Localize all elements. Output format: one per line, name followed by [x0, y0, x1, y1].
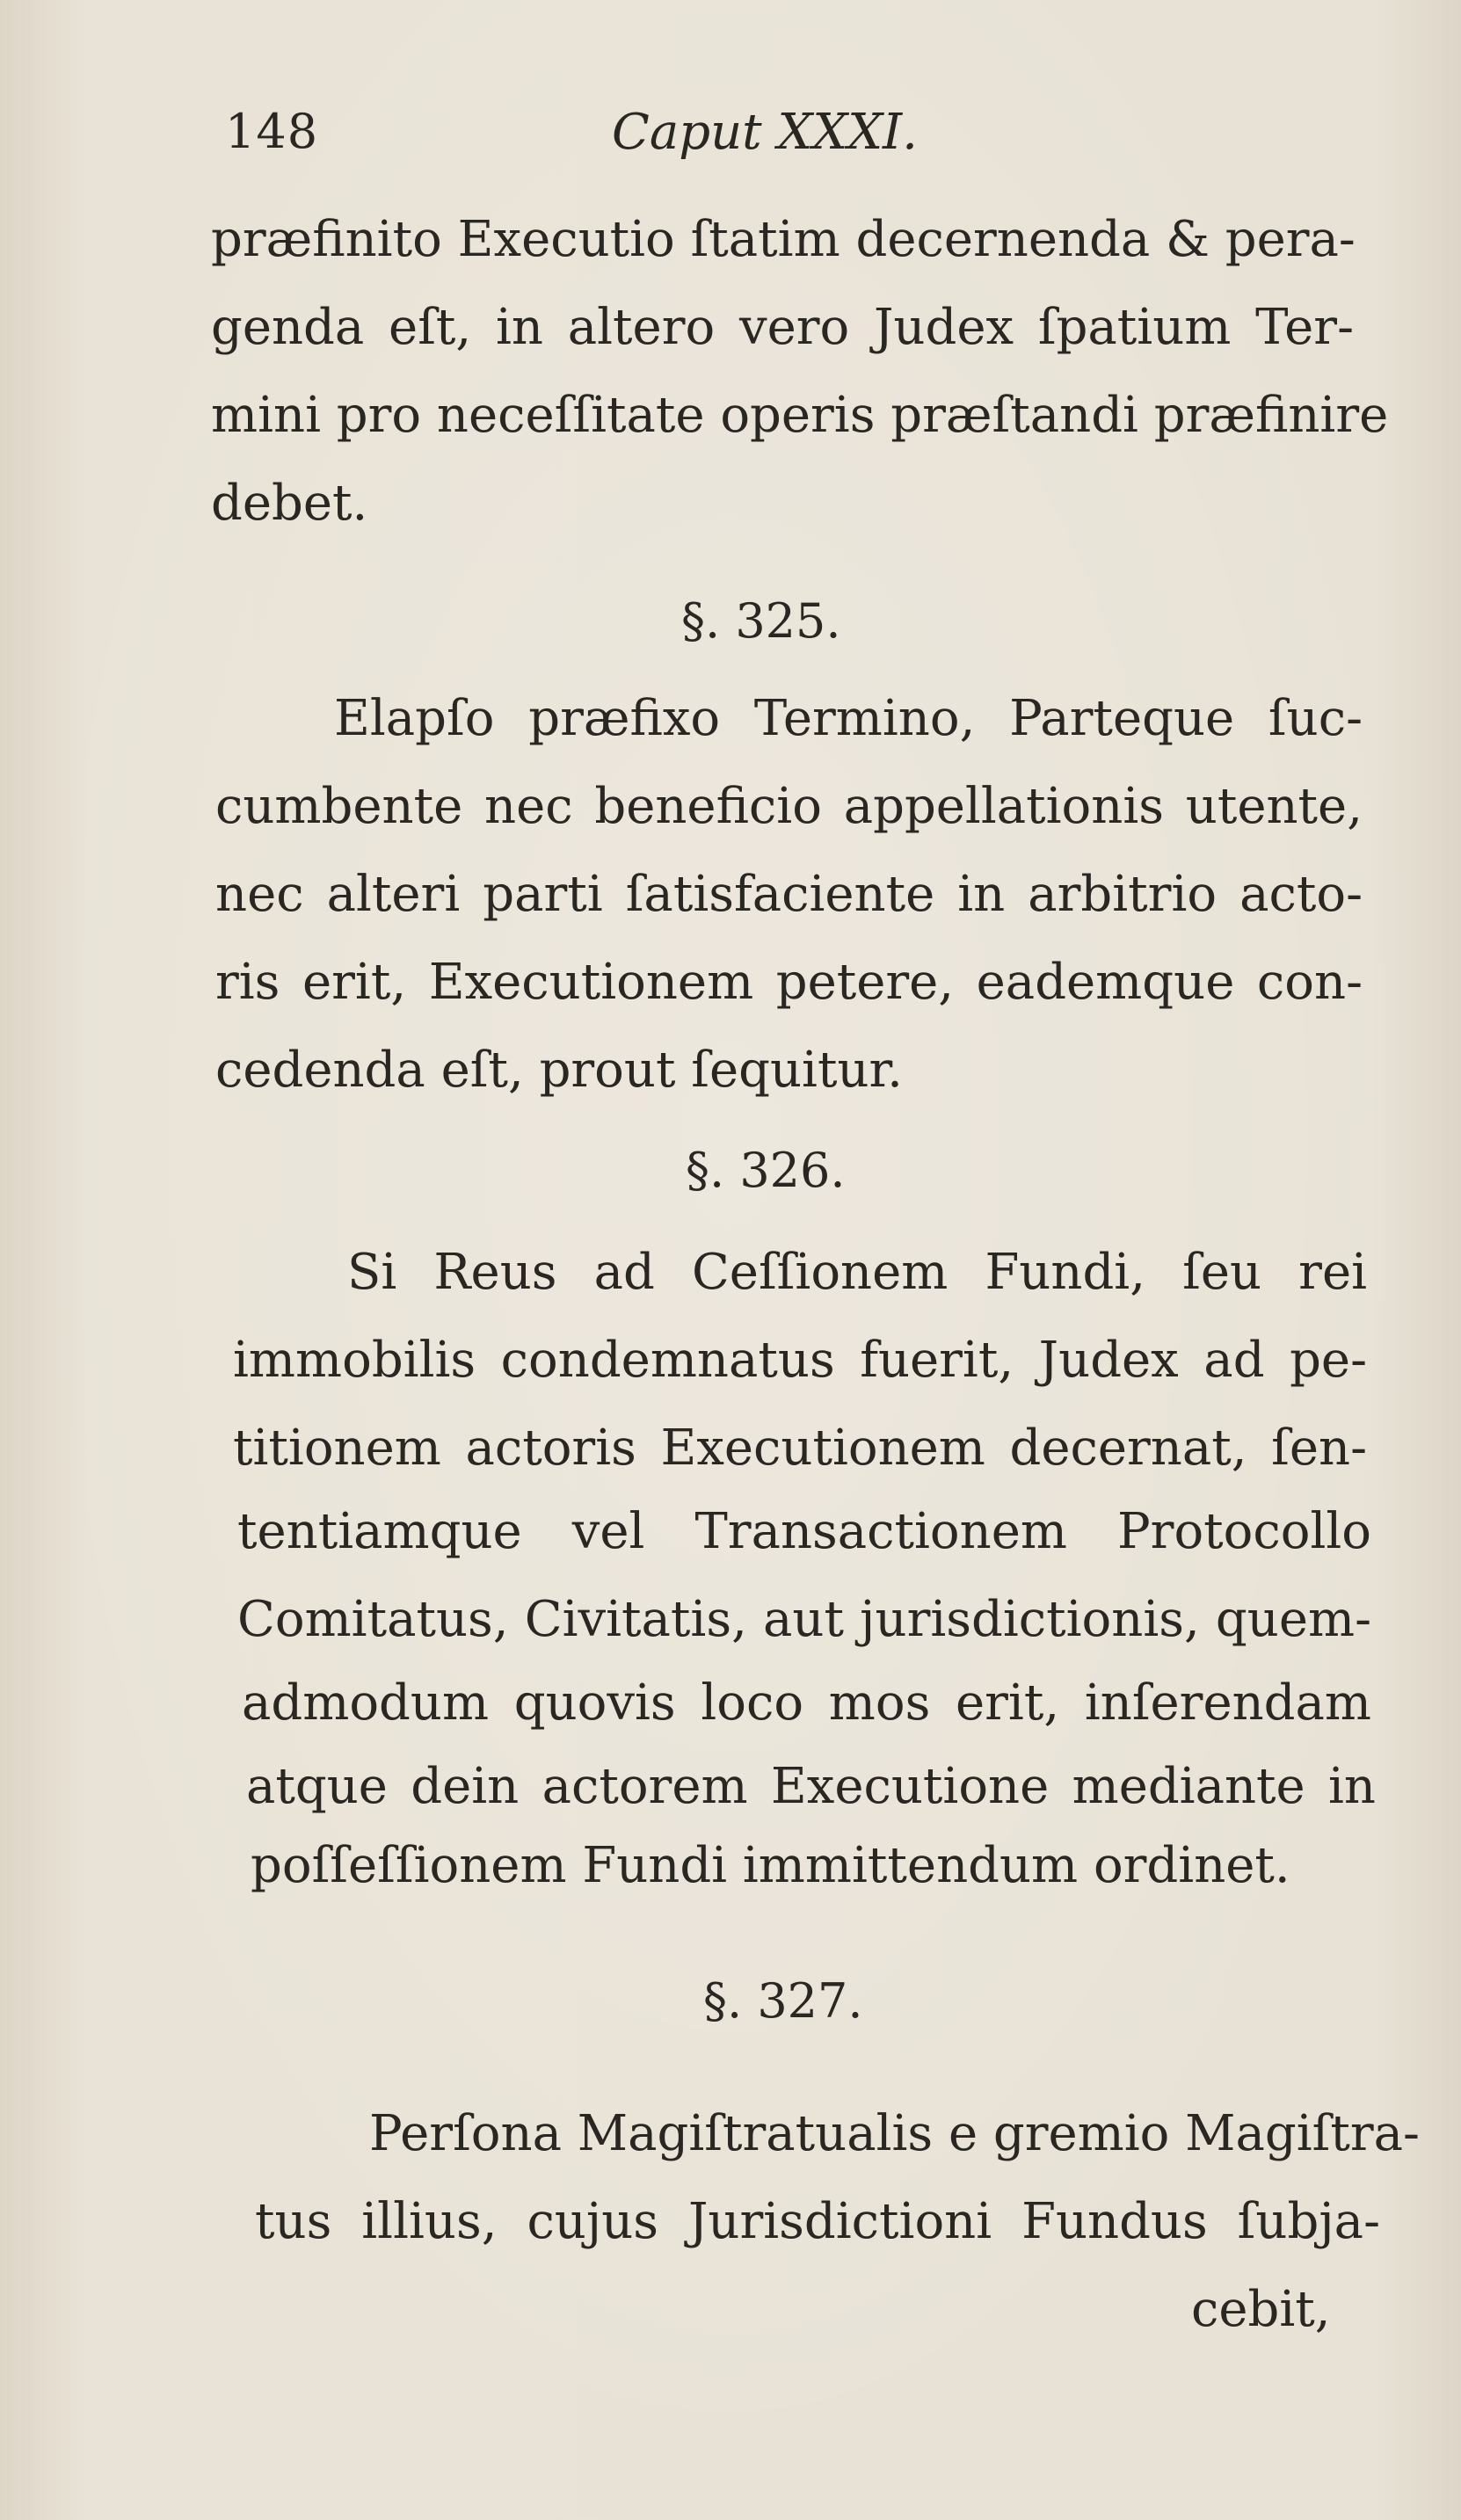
text-line: atque dein actorem Executione mediante in — [246, 1758, 1376, 1815]
text-line: Comitatus, Civitatis, aut jurisdictionis, quem- — [237, 1591, 1371, 1648]
page-number: 148 — [225, 104, 319, 159]
text-line: cumbente nec beneficio appellationis utente, — [215, 778, 1363, 835]
text-line: immobilis condemnatus fuerit, Judex ad pe- — [233, 1332, 1367, 1389]
text-line: Si Reus ad Ceſſionem Fundi, ſeu rei — [347, 1244, 1367, 1301]
text-line: præfinito Executio ſtatim decernenda & pera- — [211, 211, 1356, 268]
catchword: cebit, — [1191, 2281, 1331, 2338]
page-header — [207, 104, 1174, 174]
text-line: ris erit, Executionem petere, eademque con- — [215, 954, 1363, 1011]
text-line: genda eſt, in altero vero Judex ſpatium Ter- — [211, 299, 1354, 356]
text-line: debet. — [211, 475, 368, 532]
text-line: Perſona Magiſtratualis e gremio Magiſtra- — [369, 2105, 1420, 2162]
section-heading: §. 327. — [703, 1973, 863, 2029]
text-line: titionem actoris Executionem decernat, ſen- — [233, 1420, 1367, 1477]
text-line: nec alteri parti ſatisfaciente in arbitrio acto- — [215, 866, 1363, 923]
text-line: tus illius, cujus Jurisdictioni Fundus ſubja- — [255, 2193, 1380, 2250]
text-line: mini pro neceſſitate operis præſtandi præfinire — [211, 387, 1389, 444]
text-line: poſſeſſionem Fundi immittendum ordinet. — [251, 1837, 1290, 1894]
text-line: tentiamque vel Transactionem Protocollo — [237, 1503, 1371, 1560]
section-heading: §. 325. — [681, 593, 841, 649]
running-title: Caput XXXI. — [612, 104, 918, 161]
text-line: Elapſo præfixo Termino, Parteque ſuc- — [334, 690, 1363, 747]
text-line: admodum quovis loco mos erit, inſerendam — [242, 1674, 1371, 1732]
text-line: cedenda eſt, prout ſequitur. — [215, 1042, 903, 1099]
section-heading: §. 326. — [686, 1143, 846, 1198]
